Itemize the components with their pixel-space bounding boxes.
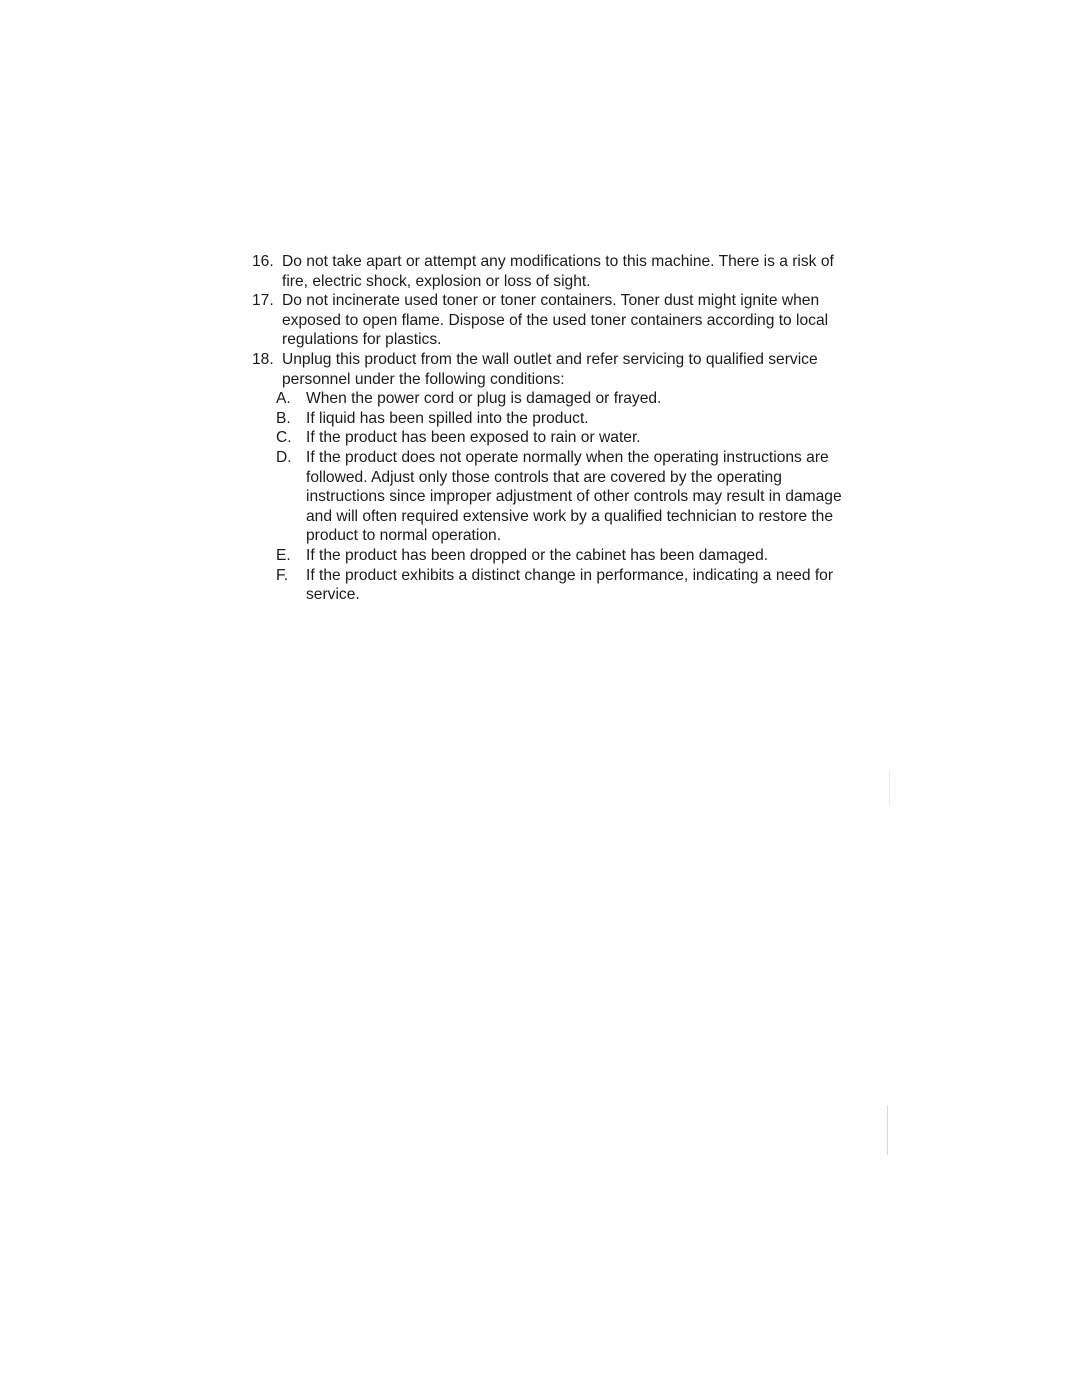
scan-artifact xyxy=(889,770,890,806)
condition-text: If the product exhibits a distinct change in performance, indicating a need for service. xyxy=(306,566,834,604)
condition-item-b xyxy=(276,409,862,429)
condition-item-a xyxy=(276,389,862,409)
scan-artifact xyxy=(887,1105,888,1155)
condition-item-f xyxy=(276,566,862,605)
instruction-item-16 xyxy=(252,252,862,291)
condition-text: If the product has been exposed to rain or water. xyxy=(306,429,641,447)
instruction-item-17 xyxy=(252,291,862,350)
condition-letter: B. xyxy=(276,409,291,427)
instruction-text: Do not take apart or attempt any modifications to this machine. There is a risk of fire, electric shock, explosion or loss of sight. xyxy=(282,253,834,290)
condition-text: If liquid has been spilled into the product. xyxy=(306,409,589,427)
condition-text: If the product has been dropped or the cabinet has been damaged. xyxy=(306,546,769,564)
instruction-text: Do not incinerate used toner or toner containers. Toner dust might ignite when exposed to open flame. Dispose of the used toner containers according to local regulations for plastics. xyxy=(282,292,829,349)
condition-letter: F. xyxy=(276,566,289,584)
condition-letter: A. xyxy=(276,390,291,408)
instruction-number: 18. xyxy=(252,350,274,368)
instruction-text: Unplug this product from the wall outlet and refer servicing to qualified service personnel under the following conditions: xyxy=(282,350,818,388)
instruction-item-18 xyxy=(252,350,862,605)
condition-item-c xyxy=(276,428,862,448)
condition-item-d xyxy=(276,448,862,546)
condition-letter: C. xyxy=(276,429,292,447)
instruction-number: 16. xyxy=(252,253,274,270)
condition-item-e xyxy=(276,546,862,566)
condition-text: If the product does not operate normally when the operating instructions are followed. Adjust only those controls that are covered by the operating instructions since improper adjustment of other controls may result in damage and will often required extensive work by a qualified technician to restore the product to normal operation. xyxy=(306,448,842,545)
condition-letter: D. xyxy=(276,448,292,466)
instruction-number: 17. xyxy=(252,292,274,310)
conditions-sublist xyxy=(276,389,862,605)
safety-instructions-list xyxy=(252,252,862,605)
condition-letter: E. xyxy=(276,546,291,564)
condition-text: When the power cord or plug is damaged or frayed. xyxy=(306,390,662,408)
